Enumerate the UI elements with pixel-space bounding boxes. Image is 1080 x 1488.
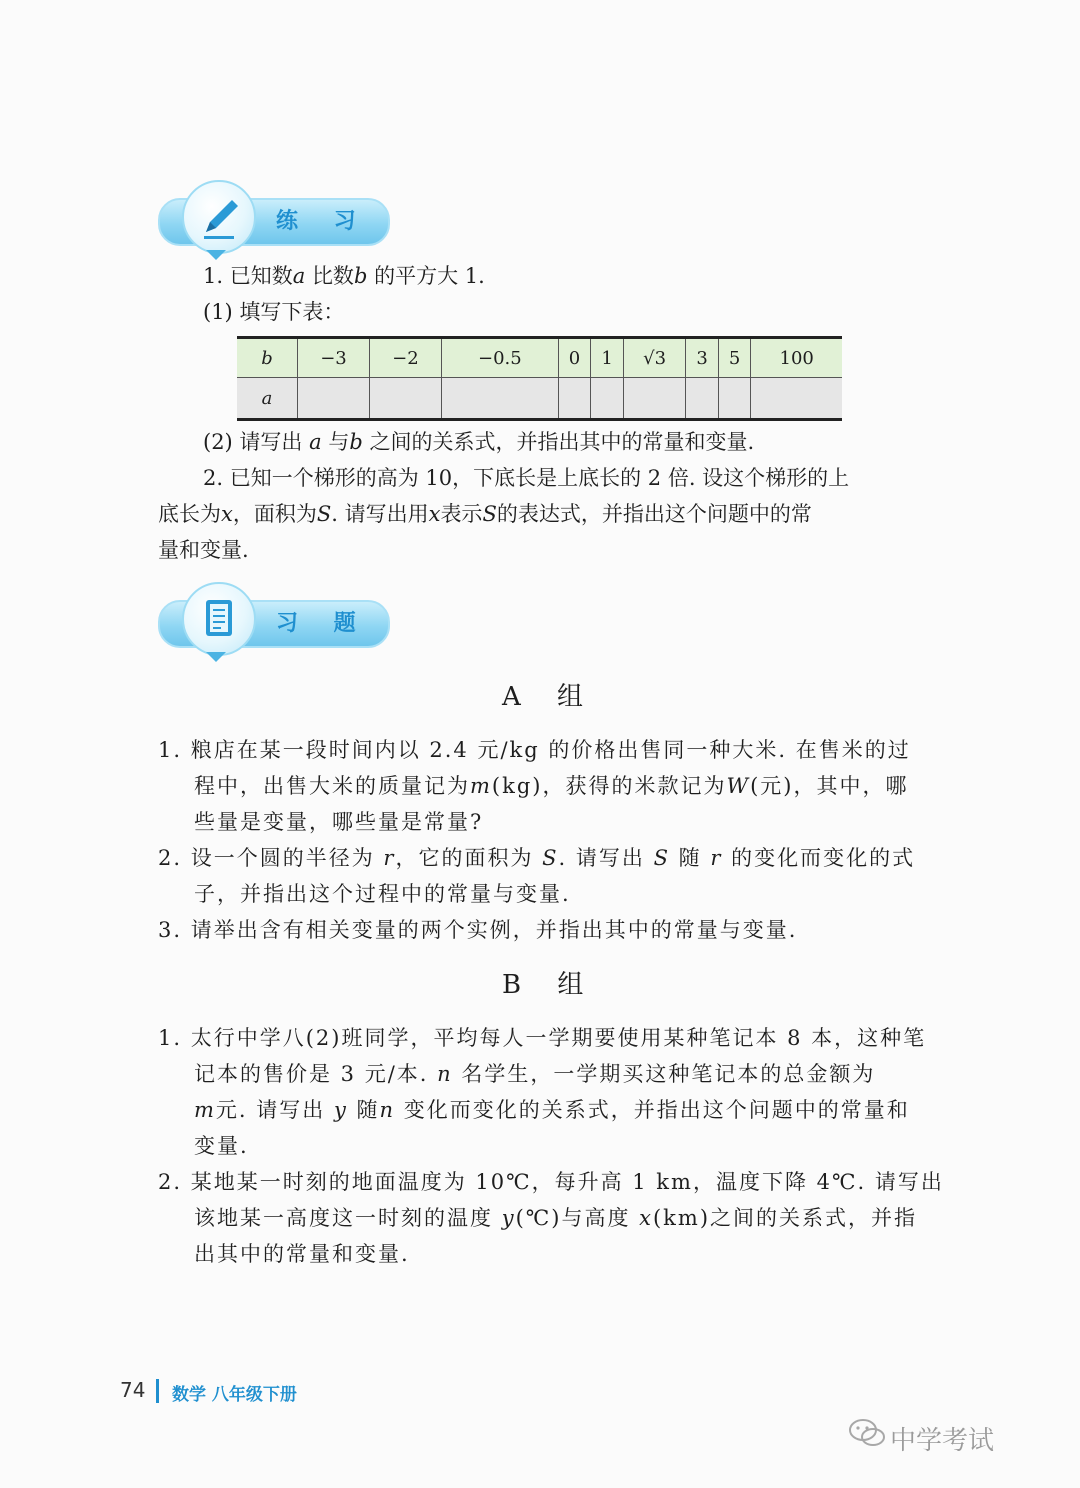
exercises-title: 习 题: [276, 611, 370, 636]
b1-line2: 记本的售价是 3 元/本. n 名学生，一学期买这种笔记本的总金额为: [194, 1062, 876, 1086]
q1-part1: (1) 填写下表：: [203, 300, 345, 324]
q2-line1: 2. 已知一个梯形的高为 10，下底长是上底长的 2 倍. 设这个梯形的上: [203, 466, 850, 490]
table-cell: 100: [751, 338, 842, 378]
q2-line3: 量和变量.: [158, 538, 249, 562]
blank-cell[interactable]: [558, 378, 591, 420]
wechat-icon: [848, 1416, 886, 1454]
pencil-icon: [182, 180, 256, 254]
notebook-icon: [182, 582, 256, 656]
footer-divider: [156, 1379, 159, 1403]
b1-line1: 1. 太行中学八(2)班同学，平均每人一学期要使用某种笔记本 8 本，这种笔: [158, 1026, 927, 1050]
table-cell: 0: [558, 338, 591, 378]
b2-line1: 2. 某地某一时刻的地面温度为 10℃，每升高 1 km，温度下降 4℃. 请写出: [158, 1170, 944, 1194]
table-cell: −2: [369, 338, 441, 378]
table-header-b: b: [237, 338, 298, 378]
blank-cell[interactable]: [718, 378, 751, 420]
a1-line2: 程中，出售大米的质量记为m(kg)，获得的米款记为W(元)，其中，哪: [194, 774, 909, 798]
a2-line1: 2. 设一个圆的半径为 r，它的面积为 S. 请写出 S 随 r 的变化而变化的式: [158, 846, 916, 870]
a2-line2: 子，并指出这个过程中的常量与变量.: [194, 882, 571, 906]
group-b-title: B 组: [502, 970, 598, 1000]
table-cell: √3: [623, 338, 686, 378]
a1-line1: 1. 粮店在某一段时间内以 2.4 元/kg 的价格出售同一种大米. 在售米的过: [158, 738, 911, 762]
table-row-a: [237, 378, 842, 420]
page-number: 74: [120, 1378, 146, 1402]
a1-line3: 些量是变量，哪些量是常量?: [194, 810, 484, 834]
exercises-badge: [158, 582, 388, 672]
practice-title: 练 习: [276, 209, 370, 234]
watermark: 中学考试: [890, 1426, 995, 1456]
table-cell: −0.5: [441, 338, 558, 378]
blank-cell[interactable]: [751, 378, 842, 420]
q2-line2: 底长为x，面积为S. 请写出用x表示S的表达式，并指出这个问题中的常: [158, 502, 812, 526]
group-a-title: A 组: [502, 682, 598, 712]
b2-line3: 出其中的常量和变量.: [194, 1242, 410, 1266]
table-cell: 1: [591, 338, 624, 378]
q1-part2: (2) 请写出 a 与b 之间的关系式，并指出其中的常量和变量.: [203, 430, 755, 454]
b2-line2: 该地某一高度这一时刻的温度 y(℃)与高度 x(km)之间的关系式，并指: [194, 1206, 918, 1230]
a3-line1: 3. 请举出含有相关变量的两个实例，并指出其中的常量与变量.: [158, 918, 798, 942]
table-cell: −3: [298, 338, 370, 378]
blank-cell[interactable]: [686, 378, 719, 420]
table-cell: 5: [718, 338, 751, 378]
blank-cell[interactable]: [298, 378, 370, 420]
blank-cell[interactable]: [369, 378, 441, 420]
b1-line4: 变量.: [194, 1134, 249, 1158]
blank-cell[interactable]: [441, 378, 558, 420]
b1-line3: m元. 请写出 y 随n 变化而变化的关系式，并指出这个问题中的常量和: [194, 1098, 910, 1122]
fill-in-table: [237, 336, 842, 421]
practice-badge: [158, 180, 388, 270]
blank-cell[interactable]: [623, 378, 686, 420]
book-title: 数学 八年级下册: [172, 1385, 297, 1405]
blank-cell[interactable]: [591, 378, 624, 420]
table-row-b: [237, 338, 842, 378]
q1-stem: 1. 已知数a 比数b 的平方大 1.: [203, 264, 485, 288]
table-header-a: a: [237, 378, 298, 420]
table-cell: 3: [686, 338, 719, 378]
